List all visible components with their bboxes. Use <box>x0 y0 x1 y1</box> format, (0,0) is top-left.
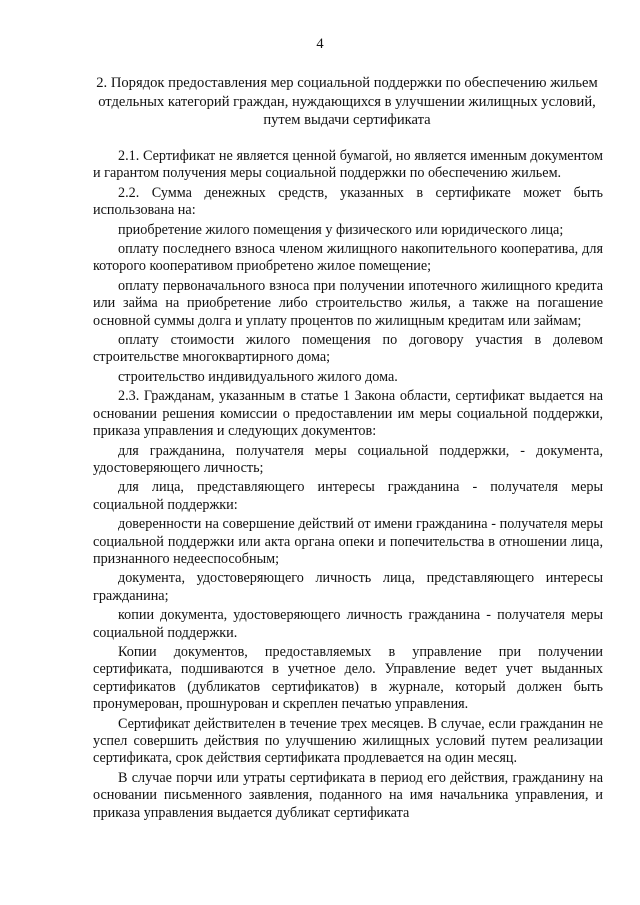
paragraph-validity: Сертификат действителен в течение трех месяцев. В случае, если гражданин не успел совершить действия по улучшению жилищных условий путем реализации сертификата, срок действия сертификата продлевается на один месяц. <box>93 715 603 767</box>
paragraph-2-3: 2.3. Гражданам, указанным в статье 1 Закона области, сертификат выдается на основании решения комиссии о предоставлении им меры социальной поддержки, приказа управления и следующих документов: <box>93 388 603 440</box>
paragraph-representative: для лица, представляющего интересы гражданина - получателя меры социальной поддержки: <box>93 479 603 513</box>
paragraph-purchase: приобретение жилого помещения у физического или юридического лица; <box>118 221 564 238</box>
paragraph-document-copies: Копии документов, предоставляемых в управление при получении сертификата, подшиваются в учетное дело. Управление ведет учет выданных сертификатов (дубликатов сертификатов) в журнале, который должен быть пронумерован, прошнурован и скреплен печатью управления. <box>93 643 603 713</box>
paragraph-shared-construction: оплату стоимости жилого помещения по договору участия в долевом строительстве многоквартирного дома; <box>93 332 603 366</box>
document-body <box>93 148 603 822</box>
section-title: 2. Порядок предоставления мер социальной поддержки по обеспечению жильем отдельных категорий граждан, нуждающихся в улучшении жилищных условий, путем выдачи сертификата <box>96 75 598 128</box>
paragraph-representative-id: документа, удостоверяющего личность лица, представляющего интересы гражданина; <box>93 570 603 604</box>
paragraph-power-of-attorney: доверенности на совершение действий от имени гражданина - получателя меры социальной поддержки или акта органа опеки и попечительства в отношении лица, признанного недееспособным; <box>93 516 603 567</box>
paragraph-duplicate: В случае порчи или утраты сертификата в период его действия, гражданину на основании письменного заявления, поданного на имя начальника управления, и приказа управления выдается дубликат сертификата <box>93 769 603 821</box>
paragraph-citizen-document: для гражданина, получателя меры социальной поддержки, - документа, удостоверяющего личность; <box>93 442 603 476</box>
paragraph-individual-house: строительство индивидуального жилого дома. <box>118 368 398 385</box>
paragraph-cooperative: оплату последнего взноса членом жилищного накопительного кооператива, для которого кооперативом приобретено жилое помещение; <box>93 241 603 275</box>
paragraph-id-copy: копии документа, удостоверяющего личность гражданина - получателя меры социальной поддержки. <box>93 607 603 641</box>
page-number: 4 <box>316 36 324 52</box>
paragraph-2-2: 2.2. Сумма денежных средств, указанных в сертификате может быть использована на: <box>93 184 603 219</box>
paragraph-2-1: 2.1. Сертификат не является ценной бумагой, но является именным документом и гарантом получения меры социальной поддержки по обеспечению жильем. <box>93 148 603 182</box>
paragraph-mortgage: оплату первоначального взноса при получении ипотечного жилищного кредита или займа на приобретение либо строительство жилья, а также на погашение основной суммы долга и уплату процентов по жилищным кредитам или займам; <box>93 277 603 329</box>
